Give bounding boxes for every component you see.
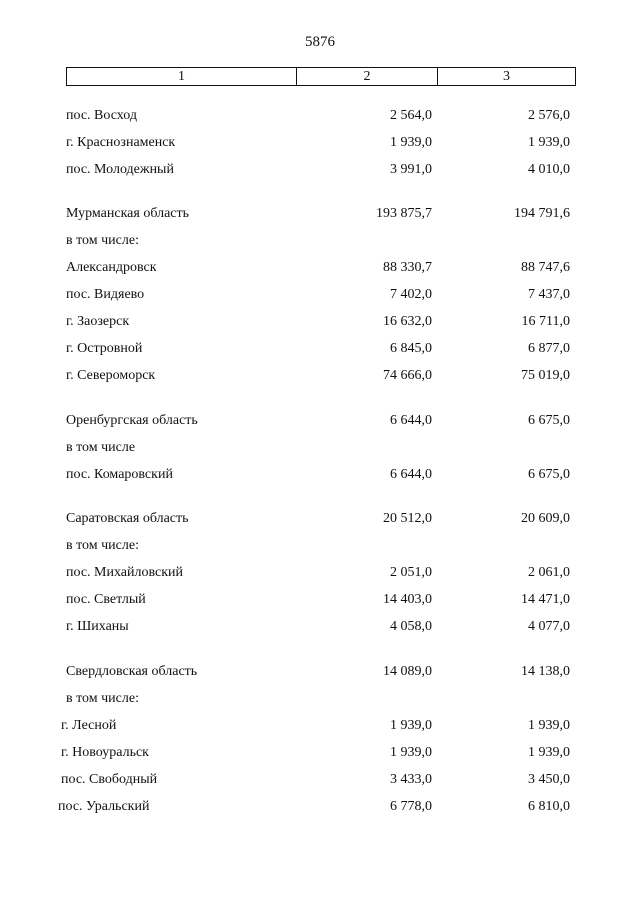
- row-value-col-2: 6 845,0: [390, 341, 432, 356]
- row-name: пос. Михайловский: [66, 565, 184, 580]
- table-row: [0, 797, 640, 817]
- row-name: Мурманская область: [66, 206, 190, 221]
- row-value-col-2: 6 644,0: [390, 413, 432, 428]
- row-value-col-3: 1 939,0: [528, 745, 570, 760]
- row-name: пос. Комаровский: [66, 467, 173, 482]
- row-name: г. Лесной: [61, 718, 117, 733]
- row-value-col-3: 14 138,0: [521, 664, 570, 679]
- row-value-col-2: 1 939,0: [390, 745, 432, 760]
- header-col-3: 3: [503, 69, 510, 84]
- row-value-col-3: 1 939,0: [528, 135, 570, 150]
- row-value-col-3: 88 747,6: [521, 260, 570, 275]
- row-value-col-2: 193 875,7: [376, 206, 432, 221]
- table-row: [0, 160, 640, 180]
- row-value-col-2: 20 512,0: [383, 511, 432, 526]
- row-name: в том числе:: [66, 233, 139, 248]
- table-row: [0, 743, 640, 763]
- table-row: [0, 312, 640, 332]
- row-name: в том числе:: [66, 538, 139, 553]
- row-name: пос. Светлый: [66, 592, 146, 607]
- table-row: [0, 133, 640, 153]
- row-name: в том числе: [66, 440, 136, 455]
- row-name: Свердловская область: [66, 664, 198, 679]
- row-value-col-3: 1 939,0: [528, 718, 570, 733]
- row-value-col-3: 6 877,0: [528, 341, 570, 356]
- row-value-col-2: 3 433,0: [390, 772, 432, 787]
- row-value-col-3: 4 010,0: [528, 162, 570, 177]
- table-row: [0, 716, 640, 736]
- table-row: [0, 563, 640, 583]
- row-value-col-2: 6 644,0: [390, 467, 432, 482]
- row-value-col-2: 74 666,0: [383, 368, 432, 383]
- table-row: [0, 411, 640, 431]
- table-row: [0, 285, 640, 305]
- row-value-col-2: 4 058,0: [390, 619, 432, 634]
- row-name: г. Шиханы: [66, 619, 129, 634]
- table-row: [0, 689, 640, 709]
- table-row: [0, 617, 640, 637]
- table-row: [0, 231, 640, 251]
- row-value-col-3: 20 609,0: [521, 511, 570, 526]
- row-value-col-3: 2 576,0: [528, 108, 570, 123]
- row-value-col-2: 1 939,0: [390, 135, 432, 150]
- row-name: в том числе:: [66, 691, 139, 706]
- row-value-col-2: 2 564,0: [390, 108, 432, 123]
- row-value-col-2: 6 778,0: [390, 799, 432, 814]
- row-value-col-2: 3 991,0: [390, 162, 432, 177]
- row-value-col-3: 16 711,0: [521, 314, 570, 329]
- table-row: [0, 258, 640, 278]
- row-value-col-3: 6 810,0: [528, 799, 570, 814]
- row-value-col-3: 4 077,0: [528, 619, 570, 634]
- row-value-col-3: 14 471,0: [521, 592, 570, 607]
- row-value-col-3: 6 675,0: [528, 467, 570, 482]
- table-row: [0, 366, 640, 386]
- row-name: пос. Молодежный: [66, 162, 174, 177]
- row-name: Саратовская область: [66, 511, 189, 526]
- page-number: 5876: [305, 34, 335, 50]
- row-value-col-2: 1 939,0: [390, 718, 432, 733]
- row-name: г. Североморск: [66, 368, 156, 383]
- row-name: г. Новоуральск: [61, 745, 149, 760]
- row-name: Александровск: [66, 260, 157, 275]
- row-name: пос. Уральский: [58, 799, 150, 814]
- header-col-1: 1: [67, 68, 297, 85]
- table-row: [0, 590, 640, 610]
- header-col-2: 2: [297, 68, 438, 85]
- row-value-col-2: 16 632,0: [383, 314, 432, 329]
- row-name: Оренбургская область: [66, 413, 198, 428]
- row-value-col-2: 14 089,0: [383, 664, 432, 679]
- row-name: г. Краснознаменск: [66, 135, 176, 150]
- table-row: [0, 339, 640, 359]
- row-value-col-3: 75 019,0: [521, 368, 570, 383]
- table-row: [0, 509, 640, 529]
- row-value-col-2: 2 051,0: [390, 565, 432, 580]
- row-value-col-3: 7 437,0: [528, 287, 570, 302]
- row-value-col-2: 7 402,0: [390, 287, 432, 302]
- table-row: [0, 536, 640, 556]
- row-value-col-3: 6 675,0: [528, 413, 570, 428]
- table-row: [0, 204, 640, 224]
- row-value-col-2: 88 330,7: [383, 260, 432, 275]
- table-header: [66, 67, 576, 86]
- row-value-col-3: 2 061,0: [528, 565, 570, 580]
- row-name: пос. Восход: [66, 108, 137, 123]
- row-name: пос. Видяево: [66, 287, 145, 302]
- table-row: [0, 662, 640, 682]
- table-row: [0, 438, 640, 458]
- row-value-col-3: 3 450,0: [528, 772, 570, 787]
- row-name: г. Островной: [66, 341, 143, 356]
- table-row: [0, 770, 640, 790]
- table-row: [0, 465, 640, 485]
- row-value-col-3: 194 791,6: [514, 206, 570, 221]
- row-name: г. Заозерск: [66, 314, 130, 329]
- row-value-col-2: 14 403,0: [383, 592, 432, 607]
- table-row: [0, 106, 640, 126]
- row-name: пос. Свободный: [61, 772, 158, 787]
